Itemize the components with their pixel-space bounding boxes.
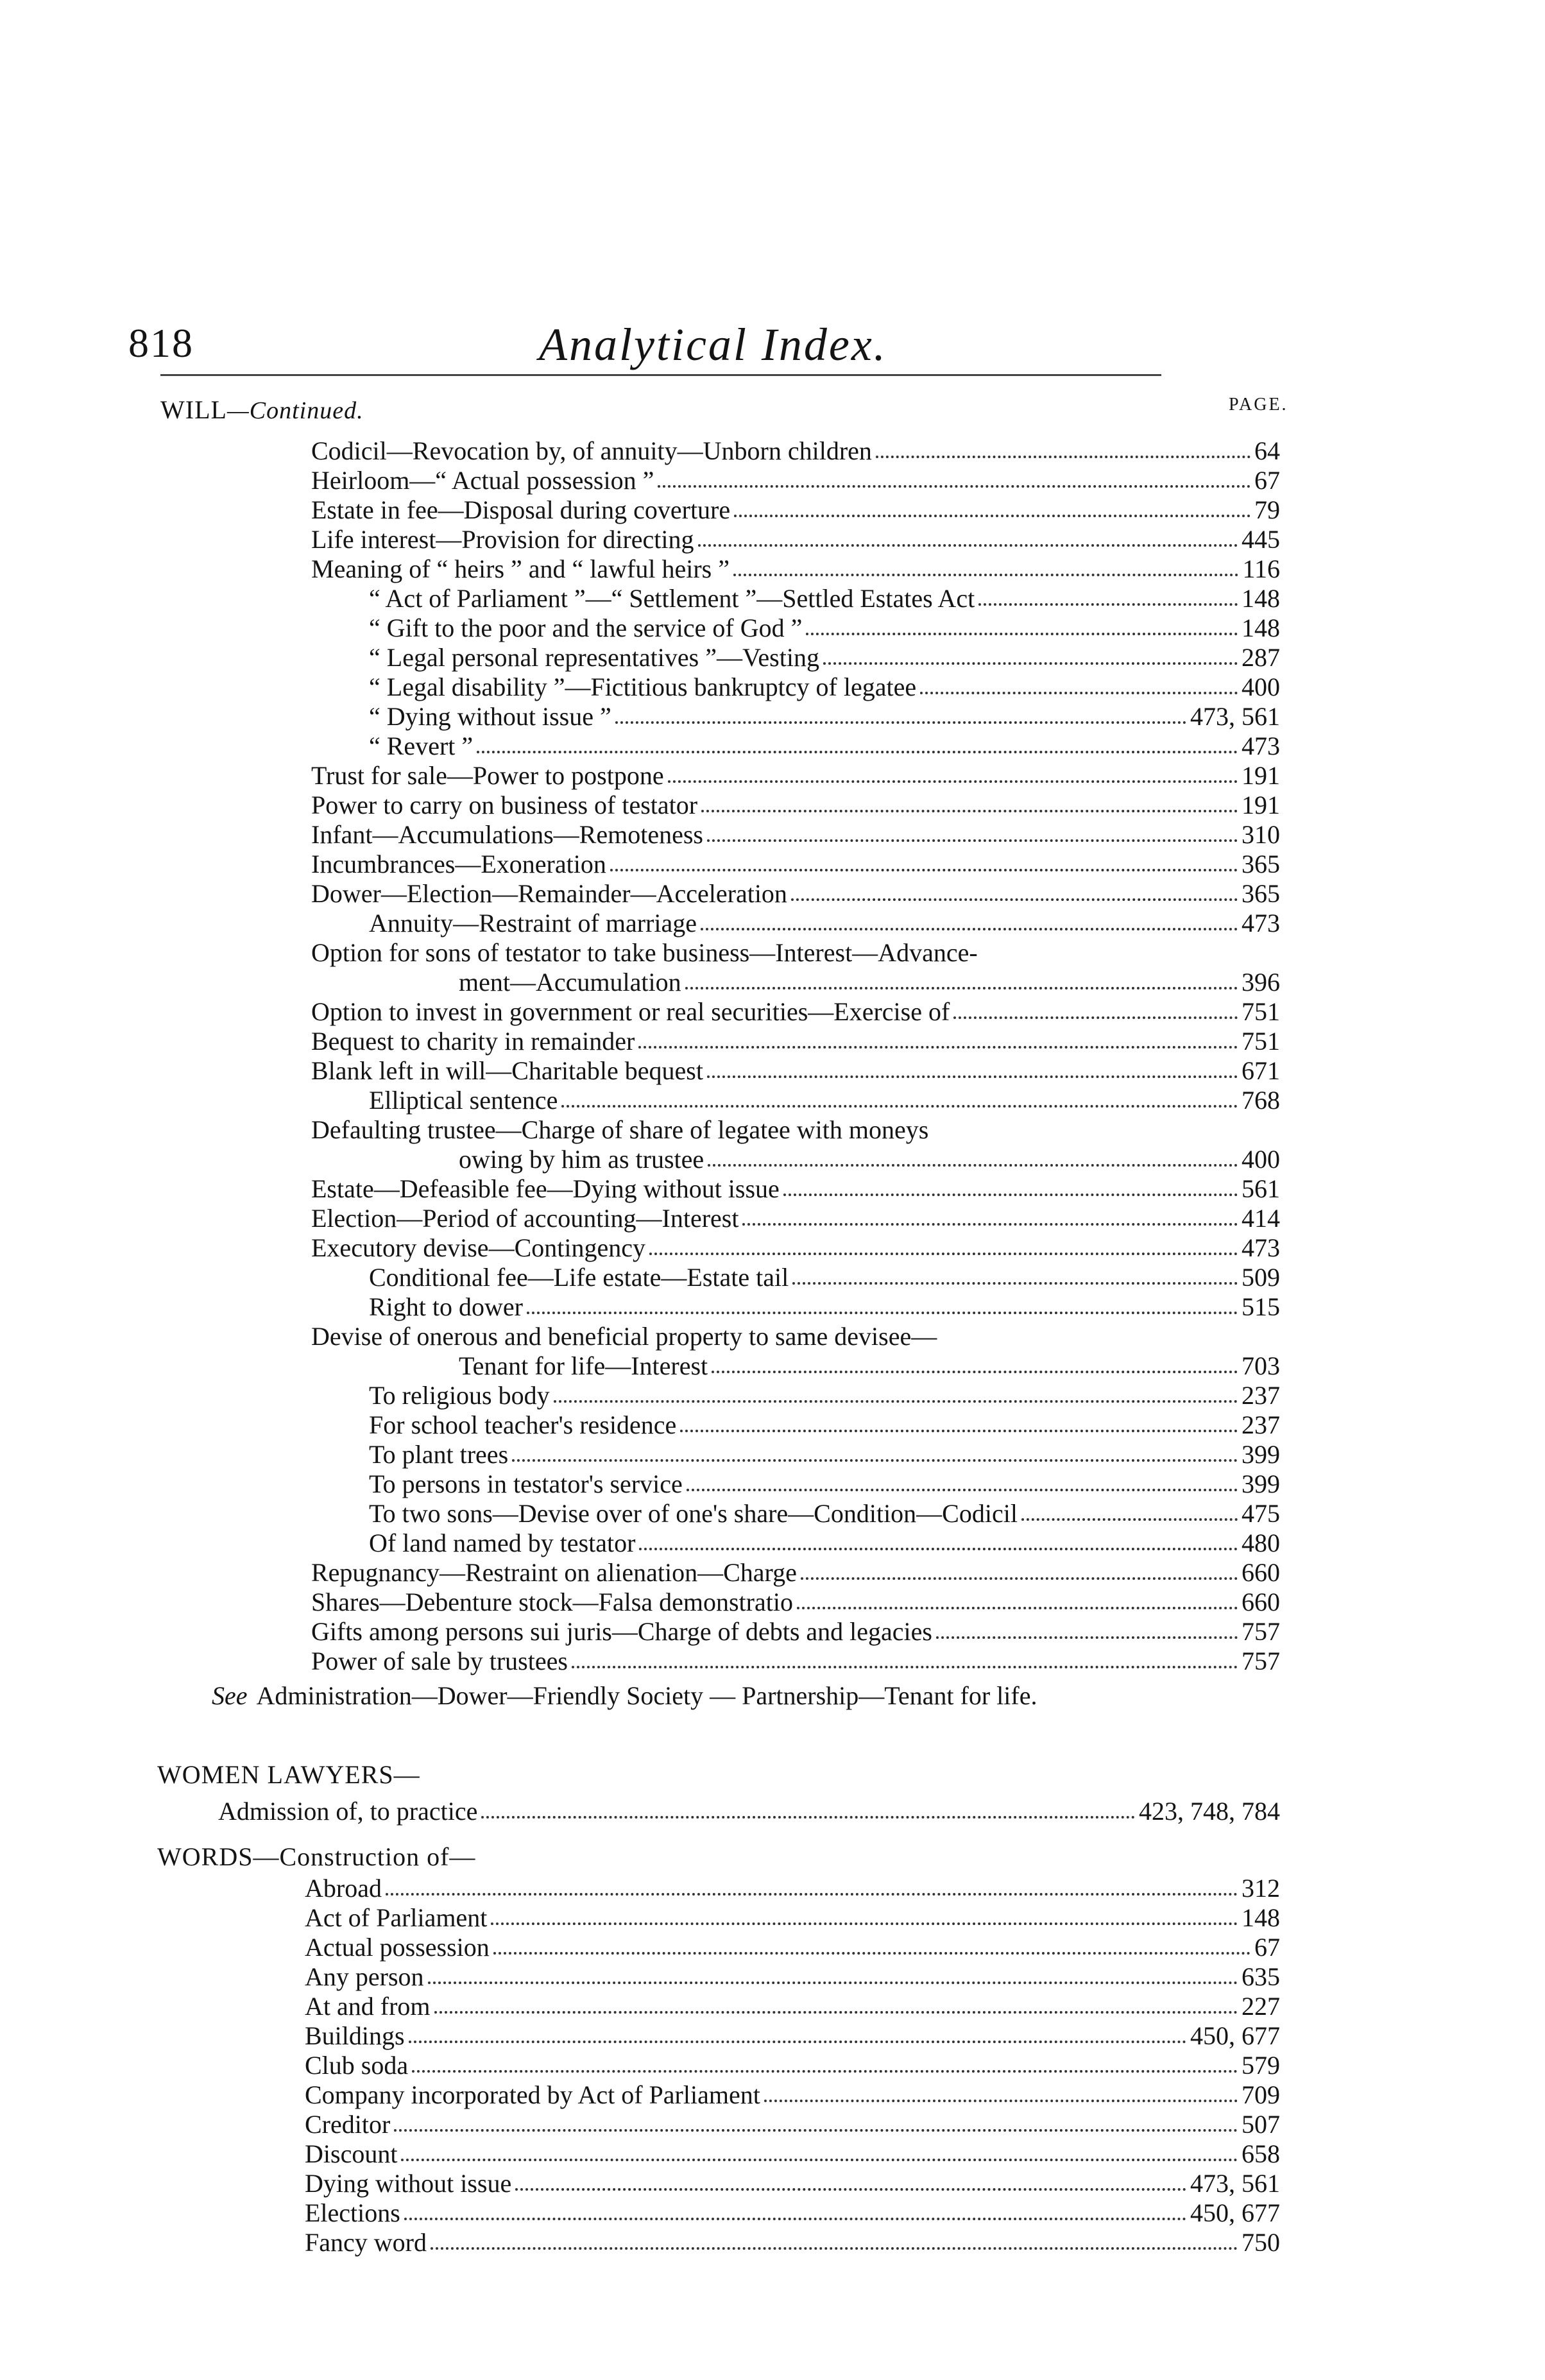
index-entry — [305, 2228, 1280, 2257]
entry-page-ref: 396 — [1242, 968, 1280, 997]
entry-page-ref: 64 — [1254, 436, 1280, 465]
entry-page-ref: 148 — [1242, 613, 1280, 642]
index-entry — [311, 879, 1280, 909]
index-entry — [369, 672, 1280, 702]
dot-leader — [1021, 1518, 1238, 1521]
index-entry — [459, 968, 1280, 997]
entry-text: “ Revert ” — [369, 732, 474, 760]
index-entry — [305, 1933, 1280, 1962]
entry-text: Fancy word — [305, 2228, 427, 2257]
dot-leader — [791, 898, 1238, 901]
index-entry — [311, 495, 1280, 525]
index-entry — [369, 909, 1280, 938]
index-entry — [311, 1056, 1280, 1086]
entry-page-ref: 450, 677 — [1190, 2198, 1280, 2227]
entry-page-ref: 237 — [1242, 1381, 1280, 1410]
entry-text: Abroad — [305, 1874, 382, 1903]
index-entry — [311, 1115, 1280, 1145]
entry-text: Annuity—Restraint of marriage — [369, 909, 697, 937]
dot-leader — [401, 2159, 1238, 2161]
dot-leader — [920, 692, 1238, 694]
dot-leader — [428, 1982, 1238, 1984]
index-entry — [369, 1292, 1280, 1322]
entry-text: Life interest—Provision for directing — [311, 525, 694, 554]
dot-leader — [823, 662, 1238, 665]
dot-leader — [668, 780, 1238, 783]
dot-leader — [431, 2247, 1238, 2250]
see-label: See — [212, 1681, 248, 1710]
entry-text: Repugnancy—Restraint on alienation—Charge — [311, 1558, 797, 1587]
entry-text: Devise of onerous and beneficial property to same devisee— — [311, 1322, 937, 1351]
dot-leader — [806, 633, 1238, 635]
dot-leader — [734, 515, 1251, 517]
entry-text: To persons in testator's service — [369, 1469, 683, 1498]
dot-leader — [764, 2100, 1238, 2102]
entry-page-ref: 509 — [1242, 1263, 1280, 1292]
entry-text: “ Act of Parliament ”—“ Settlement ”—Settled Estates Act — [369, 584, 975, 613]
entry-text: Heirloom—“ Actual possession ” — [311, 466, 654, 495]
entry-page-ref: 116 — [1242, 554, 1280, 583]
entry-page-ref: 561 — [1242, 1174, 1280, 1203]
entry-page-ref: 237 — [1242, 1410, 1280, 1439]
running-title: Analytical Index. — [539, 319, 887, 370]
dot-leader — [733, 574, 1239, 576]
index-entry — [311, 1233, 1280, 1263]
entry-text: Act of Parliament — [305, 1903, 488, 1932]
index-entry — [311, 1617, 1280, 1647]
entry-page-ref: 473 — [1242, 909, 1280, 937]
page-header — [128, 307, 1258, 377]
entry-text: Gifts among persons sui juris—Charge of debts and legacies — [311, 1617, 932, 1646]
entry-page-ref: 768 — [1242, 1086, 1280, 1115]
entry-text: Of land named by testator — [369, 1528, 636, 1557]
dot-leader — [477, 751, 1238, 753]
entry-text: Shares—Debenture stock—Falsa demonstratio — [311, 1588, 793, 1616]
entry-page-ref: 310 — [1242, 820, 1280, 849]
index-entry — [305, 2198, 1280, 2228]
see-also-text: Administration—Dower—Friendly Society — Partnership—Tenant for life. — [256, 1681, 1037, 1710]
dot-leader — [412, 2070, 1238, 2073]
dot-leader — [680, 1430, 1238, 1432]
entry-text: Incumbrances—Exoneration — [311, 850, 606, 878]
entry-page-ref: 450, 677 — [1190, 2021, 1280, 2050]
index-entry — [311, 1027, 1280, 1056]
entry-text: Executory devise—Contingency — [311, 1233, 645, 1262]
index-entry — [369, 613, 1280, 643]
entry-page-ref: 473, 561 — [1190, 702, 1280, 731]
entry-page-ref: 400 — [1242, 1145, 1280, 1174]
dot-leader — [792, 1282, 1238, 1285]
entry-page-ref: 67 — [1254, 1933, 1280, 1962]
dot-leader — [978, 603, 1238, 606]
entry-text: “ Gift to the poor and the service of God ” — [369, 613, 803, 642]
index-entry — [369, 1410, 1280, 1440]
entry-text: Blank left in will—Charitable bequest — [311, 1056, 703, 1085]
index-entry — [311, 436, 1280, 466]
entry-page-ref: 751 — [1242, 997, 1280, 1026]
index-entry — [305, 1874, 1280, 1903]
entry-page-ref: 507 — [1242, 2110, 1280, 2139]
entry-text: Dying without issue — [305, 2169, 512, 2198]
dot-leader — [708, 1164, 1238, 1167]
entry-page-ref: 191 — [1242, 761, 1280, 790]
entry-page-ref: 287 — [1242, 643, 1280, 672]
entry-page-ref: 148 — [1242, 584, 1280, 613]
entry-text: “ Dying without issue ” — [369, 702, 611, 731]
dot-leader — [386, 1893, 1238, 1896]
entry-page-ref: 515 — [1242, 1292, 1280, 1321]
entry-page-ref: 480 — [1242, 1528, 1280, 1557]
entry-page-ref: 660 — [1242, 1588, 1280, 1616]
entry-text: “ Legal disability ”—Fictitious bankruptcy of legatee — [369, 672, 917, 701]
dot-leader — [707, 839, 1238, 842]
index-entry — [305, 2051, 1280, 2080]
entry-page-ref: 79 — [1254, 495, 1280, 524]
entry-page-ref: 660 — [1242, 1558, 1280, 1587]
index-entry — [311, 938, 1280, 968]
index-entry — [369, 1381, 1280, 1410]
dot-leader — [658, 485, 1251, 488]
dot-leader — [707, 1075, 1238, 1078]
index-entry — [218, 1797, 1280, 1826]
index-entry — [459, 1351, 1280, 1381]
entry-text: Buildings — [305, 2021, 405, 2050]
entry-page-ref: 227 — [1242, 1992, 1280, 2021]
dot-leader — [493, 1952, 1251, 1955]
continued-label: —Continued. — [226, 397, 364, 424]
dot-leader — [409, 2041, 1186, 2043]
entry-page-ref: 67 — [1254, 466, 1280, 495]
entry-text: Codicil—Revocation by, of annuity—Unborn children — [311, 436, 872, 465]
index-entry — [311, 525, 1280, 554]
index-entry — [311, 820, 1280, 850]
dot-leader — [527, 1312, 1238, 1314]
entry-text: Elliptical sentence — [369, 1086, 558, 1115]
entry-text: Actual possession — [305, 1933, 490, 1962]
index-entry — [311, 554, 1280, 584]
dot-leader — [481, 1816, 1135, 1819]
entry-page-ref: 399 — [1242, 1440, 1280, 1469]
index-entry — [311, 1174, 1280, 1204]
entry-text: Club soda — [305, 2051, 409, 2080]
entry-page-ref: 671 — [1242, 1056, 1280, 1085]
index-entry — [305, 1903, 1280, 1933]
dot-leader — [701, 928, 1238, 930]
index-entry — [305, 1992, 1280, 2021]
see-also — [212, 1681, 1264, 1711]
dot-leader — [936, 1636, 1238, 1639]
entry-text: Company incorporated by Act of Parliament — [305, 2080, 760, 2109]
index-entry — [369, 732, 1280, 761]
index-entry — [311, 1322, 1280, 1351]
will-heading — [160, 395, 364, 425]
page-column-label: PAGE. — [1229, 395, 1288, 415]
entry-text: Any person — [305, 1962, 424, 1991]
dot-leader — [698, 544, 1238, 547]
entry-text: Elections — [305, 2198, 400, 2227]
entry-page-ref: 703 — [1242, 1351, 1280, 1380]
dot-leader — [801, 1577, 1238, 1580]
entry-page-ref: 579 — [1242, 2051, 1280, 2080]
index-entry — [305, 2110, 1280, 2139]
entry-page-ref: 365 — [1242, 879, 1280, 908]
entry-text: Estate in fee—Disposal during coverture — [311, 495, 731, 524]
index-entry — [369, 643, 1280, 672]
entry-text: To plant trees — [369, 1440, 509, 1469]
entry-text: Election—Period of accounting—Interest — [311, 1204, 739, 1233]
index-entry — [305, 2139, 1280, 2169]
entry-text: Trust for sale—Power to postpone — [311, 761, 664, 790]
dot-leader — [649, 1253, 1238, 1255]
entry-text: To religious body — [369, 1381, 550, 1410]
entry-text: owing by him as trustee — [459, 1145, 704, 1174]
index-entry — [305, 2080, 1280, 2110]
dot-leader — [685, 987, 1238, 989]
entry-page-ref: 757 — [1242, 1647, 1280, 1675]
entry-text: Infant—Accumulations—Remoteness — [311, 820, 703, 849]
entry-page-ref: 399 — [1242, 1469, 1280, 1498]
dot-leader — [712, 1371, 1238, 1373]
entry-text: “ Legal personal representatives ”—Vesting — [369, 643, 819, 672]
entry-page-ref: 757 — [1242, 1617, 1280, 1646]
dot-leader — [572, 1666, 1238, 1668]
index-entry — [311, 791, 1280, 820]
entry-text: ment—Accumulation — [459, 968, 681, 997]
entry-page-ref: 400 — [1242, 672, 1280, 701]
index-entry — [305, 2169, 1280, 2198]
words-heading: WORDS—Construction of— — [157, 1842, 476, 1871]
dot-leader — [638, 1046, 1238, 1049]
dot-leader — [515, 2188, 1186, 2191]
index-entry — [369, 1528, 1280, 1558]
entry-text: Right to dower — [369, 1292, 523, 1321]
dot-leader — [404, 2218, 1186, 2220]
entry-text: Conditional fee—Life estate—Estate tail — [369, 1263, 789, 1292]
women-lawyers-heading: WOMEN LAWYERS— — [157, 1760, 420, 1789]
index-entry — [311, 466, 1280, 495]
index-entry — [369, 1440, 1280, 1469]
entry-text: Discount — [305, 2139, 398, 2168]
entry-text: For school teacher's residence — [369, 1410, 677, 1439]
entry-text: Option to invest in government or real securities—Exercise of — [311, 997, 950, 1026]
dot-leader — [394, 2129, 1238, 2132]
entry-text: Meaning of “ heirs ” and “ lawful heirs ” — [311, 554, 730, 583]
index-entry — [305, 2021, 1280, 2051]
entry-page-ref: 475 — [1242, 1499, 1280, 1528]
entry-text: Admission of, to practice — [218, 1797, 478, 1826]
index-entry — [369, 1263, 1280, 1292]
entry-text: Power to carry on business of testator — [311, 791, 698, 819]
entry-text: Defaulting trustee—Charge of share of legatee with moneys — [311, 1115, 929, 1144]
index-entry — [311, 850, 1280, 879]
index-entry — [311, 997, 1280, 1027]
entry-page-ref: 473 — [1242, 1233, 1280, 1262]
index-entry — [369, 1086, 1280, 1115]
dot-leader — [491, 1922, 1238, 1925]
index-entry — [311, 761, 1280, 791]
entry-text: Option for sons of testator to take business—Interest—Advance- — [311, 938, 978, 967]
dot-leader — [701, 810, 1238, 812]
entry-page-ref: 473 — [1242, 732, 1280, 760]
entry-page-ref: 148 — [1242, 1903, 1280, 1932]
index-entry — [369, 584, 1280, 613]
dot-leader — [687, 1489, 1238, 1491]
entry-text: Power of sale by trustees — [311, 1647, 568, 1675]
dot-leader — [742, 1223, 1238, 1226]
dot-leader — [554, 1400, 1238, 1403]
index-entry — [369, 1469, 1280, 1499]
dot-leader — [953, 1016, 1238, 1019]
index-entry — [311, 1204, 1280, 1233]
entry-page-ref: 658 — [1242, 2139, 1280, 2168]
dot-leader — [783, 1194, 1238, 1196]
entry-text: To two sons—Devise over of one's share—Condition—Codicil — [369, 1499, 1018, 1528]
entry-page-ref: 473, 561 — [1190, 2169, 1280, 2198]
entry-page-ref: 751 — [1242, 1027, 1280, 1056]
dot-leader — [561, 1105, 1238, 1108]
entry-page-ref: 423, 748, 784 — [1139, 1797, 1280, 1826]
entry-text: At and from — [305, 1992, 431, 2021]
dot-leader — [797, 1607, 1238, 1609]
dot-leader — [615, 721, 1186, 724]
dot-leader — [639, 1548, 1238, 1550]
entry-text: Estate—Defeasible fee—Dying without issue — [311, 1174, 780, 1203]
page-number: 818 — [128, 320, 194, 366]
index-entry — [311, 1588, 1280, 1617]
entry-text: Tenant for life—Interest — [459, 1351, 708, 1380]
index-entry — [311, 1647, 1280, 1676]
entry-text: Creditor — [305, 2110, 391, 2139]
entry-text: Dower—Election—Remainder—Acceleration — [311, 879, 787, 908]
dot-leader — [876, 456, 1251, 458]
entry-page-ref: 635 — [1242, 1962, 1280, 1991]
header-rule — [160, 374, 1161, 376]
entry-page-ref: 312 — [1242, 1874, 1280, 1903]
index-entry — [305, 1962, 1280, 1992]
index-entry — [369, 702, 1280, 732]
entry-page-ref: 365 — [1242, 850, 1280, 878]
dot-leader — [610, 869, 1238, 871]
entry-page-ref: 750 — [1242, 2228, 1280, 2257]
entry-text: Bequest to charity in remainder — [311, 1027, 635, 1056]
index-entry — [369, 1499, 1280, 1528]
index-entry — [311, 1558, 1280, 1588]
entry-page-ref: 414 — [1242, 1204, 1280, 1233]
entry-page-ref: 709 — [1242, 2080, 1280, 2109]
entry-page-ref: 191 — [1242, 791, 1280, 819]
index-entry — [459, 1145, 1280, 1174]
will-heading-label: WILL — [160, 395, 227, 424]
dot-leader — [434, 2011, 1238, 2014]
dot-leader — [512, 1459, 1238, 1462]
entry-page-ref: 445 — [1242, 525, 1280, 554]
